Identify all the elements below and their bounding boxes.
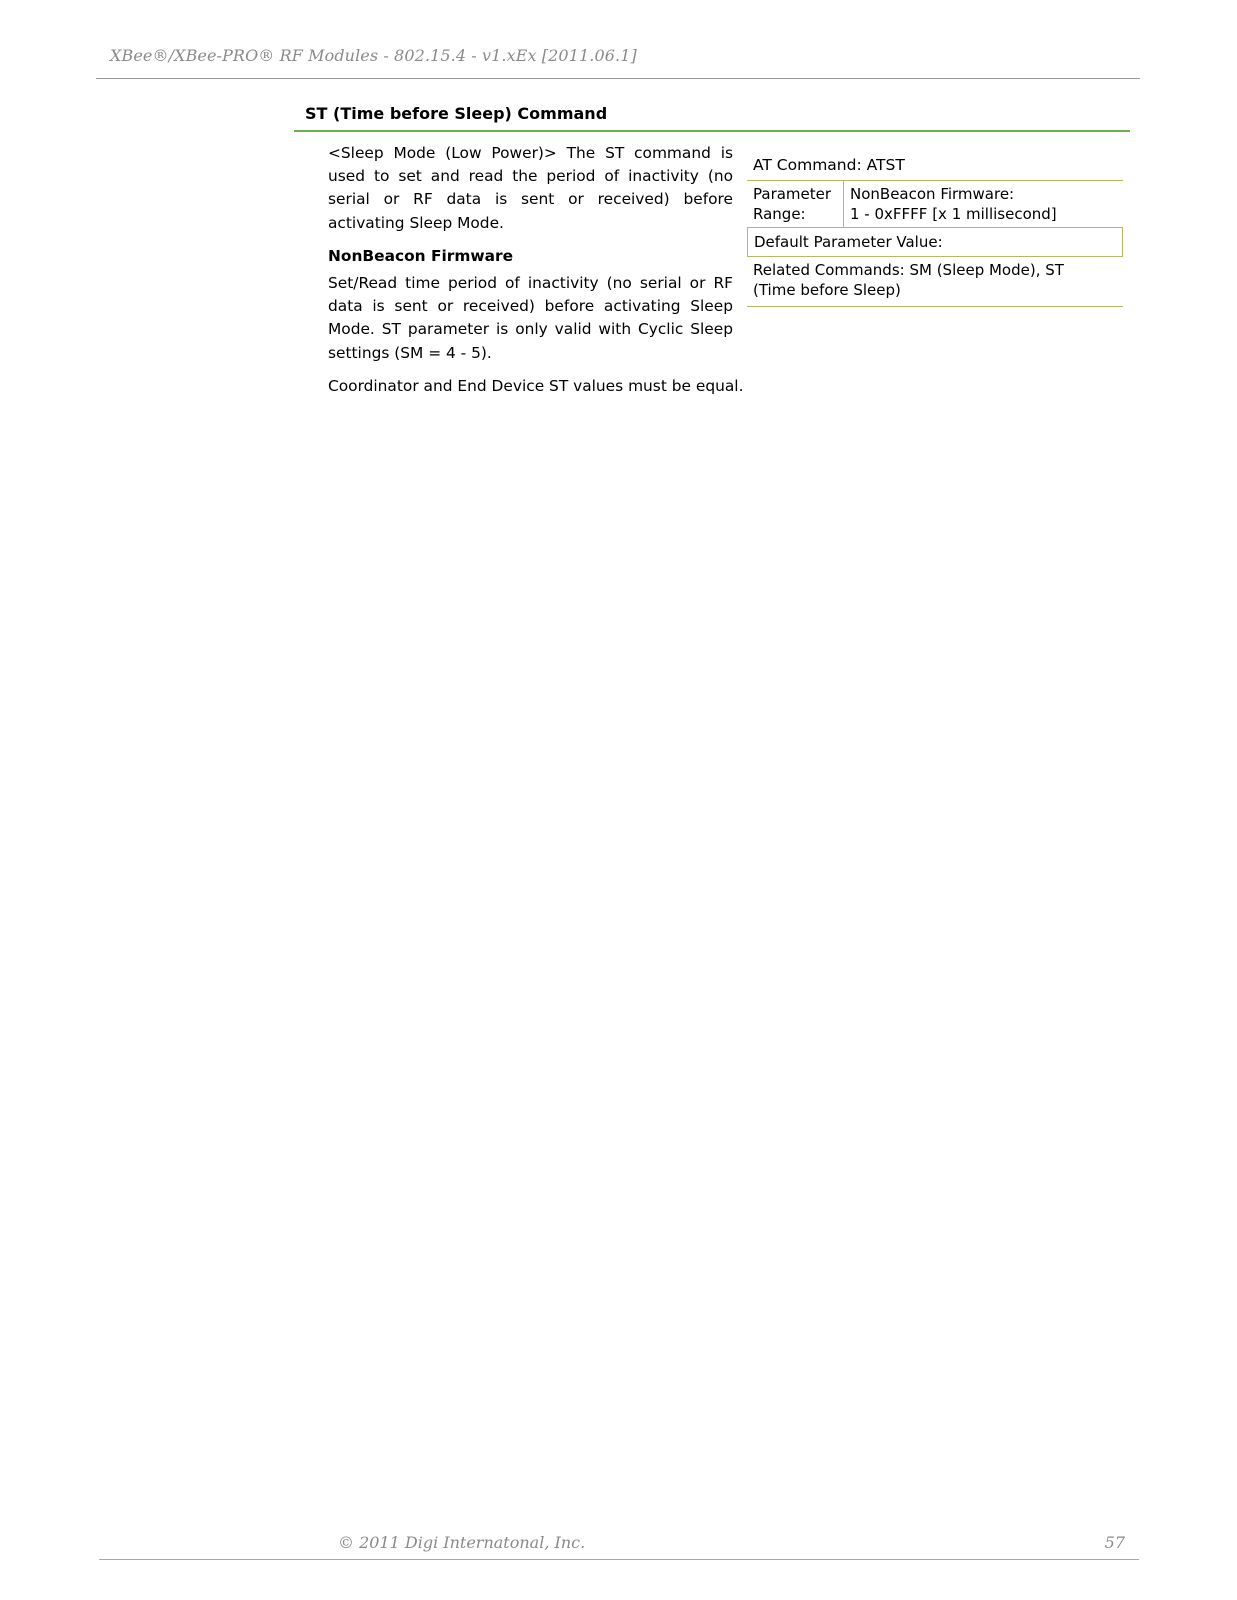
parameter-label-line2: Range: (753, 205, 806, 223)
parameter-range-value (844, 181, 1057, 227)
parameter-label-line1: Parameter (753, 185, 832, 203)
related-line2: (Time before Sleep) (753, 281, 901, 299)
at-command-row: AT Command: ATST (747, 150, 1123, 181)
final-note-paragraph: Coordinator and End Device ST values must be equal. (328, 377, 744, 395)
running-header: XBee®/XBee-PRO® RF Modules - 802.15.4 - v1.xEx [2011.06.1] (110, 46, 637, 65)
parameter-value-line1: NonBeacon Firmware: (850, 185, 1015, 203)
related-commands-row (747, 257, 1123, 307)
command-table (747, 150, 1123, 307)
section-divider (294, 130, 1130, 132)
parameter-value-line2: 1 - 0xFFFF [x 1 millisecond] (850, 205, 1057, 223)
footer-copyright: © 2011 Digi Internatonal, Inc. (338, 1533, 586, 1552)
body-text-column (328, 142, 733, 365)
default-value-row: Default Parameter Value: (747, 228, 1123, 257)
nonbeacon-subheading: NonBeacon Firmware (328, 246, 514, 265)
header-divider (96, 78, 1140, 79)
intro-paragraph: <Sleep Mode (Low Power)> The ST command is used to set and read the period of inactivity (no serial or RF data is sent or received) before activating Sleep Mode. (328, 144, 733, 232)
related-line1: Related Commands: SM (Sleep Mode), ST (753, 261, 1064, 279)
nonbeacon-paragraph: Set/Read time period of inactivity (no serial or RF data is sent or received) before activating Sleep Mode. ST parameter is only valid with Cyclic Sleep settings (SM = 4 - 5). (328, 274, 733, 362)
parameter-range-label (747, 181, 844, 227)
page-number: 57 (1104, 1533, 1125, 1552)
parameter-range-row (747, 181, 1123, 228)
footer-divider (99, 1559, 1139, 1560)
section-title: ST (Time before Sleep) Command (305, 104, 608, 123)
